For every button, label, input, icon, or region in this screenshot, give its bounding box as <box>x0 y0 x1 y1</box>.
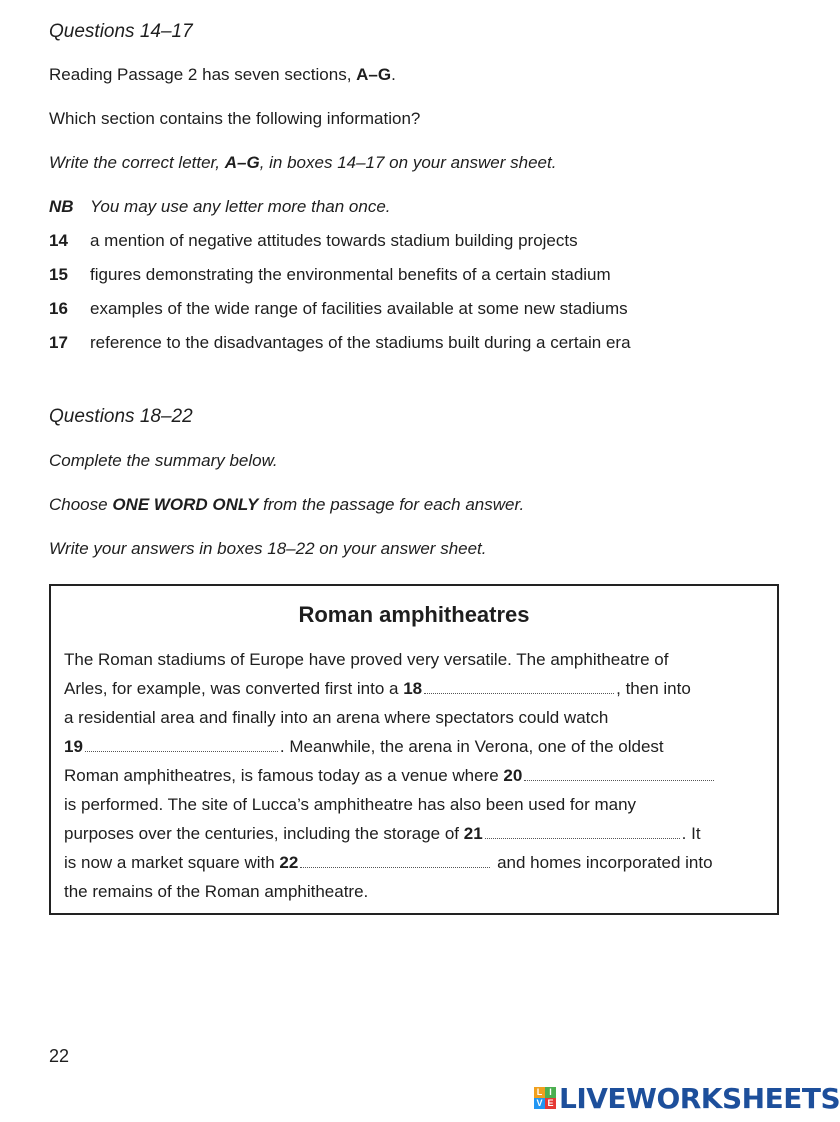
summary-box <box>49 584 779 915</box>
answer-gap-22[interactable] <box>300 867 490 868</box>
text-fragment: and homes incorporated into <box>492 853 713 872</box>
text-fragment: . <box>391 65 396 84</box>
question-text: a mention of negative attitudes towards stadium building projects <box>90 231 578 250</box>
summary-line: The Roman stadiums of Europe have proved very versatile. The amphitheatre of <box>64 650 669 669</box>
gap-number-22: 22 <box>279 853 299 872</box>
answer-gap-20[interactable] <box>524 780 714 781</box>
page-number: 22 <box>49 1046 70 1066</box>
section1-instruction-1 <box>49 65 396 85</box>
gap-number-21: 21 <box>463 824 483 843</box>
bold-fragment: A–G <box>356 65 392 84</box>
summary-line: the remains of the Roman amphitheatre. <box>64 882 369 901</box>
text-fragment: from the passage for each answer. <box>258 495 525 514</box>
summary-line: is performed. The site of Lucca’s amphitheatre has also been used for many <box>64 795 637 814</box>
question-item-14 <box>0 231 840 255</box>
summary-line: a residential area and finally into an arena where spectators could watch <box>64 708 609 727</box>
nb-note <box>0 197 840 221</box>
text-fragment: . It <box>681 824 701 843</box>
text-fragment: . Meanwhile, the arena in Verona, one of the oldest <box>279 737 664 756</box>
question-number: 17 <box>49 333 68 352</box>
question-number: 15 <box>49 265 68 284</box>
text-fragment: , in boxes 14–17 on your answer sheet. <box>259 153 557 172</box>
question-text: examples of the wide range of facilities available at some new stadiums <box>90 299 628 318</box>
logo-icon-cell: I <box>545 1087 556 1098</box>
text-fragment: Roman amphitheatres, is famous today as a venue where <box>64 766 504 785</box>
summary-line <box>64 679 691 699</box>
liveworksheets-logo-icon <box>534 1087 556 1109</box>
question-number: 16 <box>49 299 68 318</box>
summary-line <box>64 824 701 844</box>
bold-fragment: ONE WORD ONLY <box>112 495 259 514</box>
text-fragment: , then into <box>616 679 691 698</box>
answer-gap-18[interactable] <box>424 693 614 694</box>
nb-label: NB <box>49 197 74 216</box>
text-fragment: is now a market square with <box>64 853 280 872</box>
summary-line <box>64 737 664 757</box>
text-fragment: Write the correct letter, <box>49 153 225 172</box>
answer-gap-21[interactable] <box>485 838 680 839</box>
question-text: reference to the disadvantages of the stadiums built during a certain era <box>90 333 631 352</box>
logo-text: LIVEWORKSHEETS <box>559 1081 840 1115</box>
question-item-16 <box>0 299 840 323</box>
section2-instruction-3: Write your answers in boxes 18–22 on your answer sheet. <box>49 539 487 558</box>
question-number: 14 <box>49 231 68 250</box>
question-text: figures demonstrating the environmental benefits of a certain stadium <box>90 265 611 284</box>
section1-heading: Questions 14–17 <box>49 21 193 42</box>
answer-gap-19[interactable] <box>85 751 278 752</box>
summary-line <box>64 766 716 786</box>
section1-instruction-2: Which section contains the following information? <box>49 109 421 128</box>
question-item-15 <box>0 265 840 289</box>
section1-instruction-3 <box>49 153 556 173</box>
section2-heading: Questions 18–22 <box>49 406 193 427</box>
bold-fragment: A–G <box>224 153 260 172</box>
text-fragment: Reading Passage 2 has seven sections, <box>49 65 357 84</box>
logo-icon-cell: E <box>545 1098 556 1109</box>
logo-icon-cell: L <box>534 1087 545 1098</box>
liveworksheets-logo <box>534 1082 840 1114</box>
gap-number-19: 19 <box>64 737 83 756</box>
question-item-17 <box>0 333 840 357</box>
summary-title: Roman amphitheatres <box>298 602 530 627</box>
text-fragment: purposes over the centuries, including the storage of <box>64 824 464 843</box>
text-fragment: Choose <box>49 495 113 514</box>
gap-number-20: 20 <box>503 766 523 785</box>
section2-instruction-1: Complete the summary below. <box>49 451 278 470</box>
summary-line <box>64 853 713 873</box>
gap-number-18: 18 <box>403 679 423 698</box>
nb-text: You may use any letter more than once. <box>90 197 391 216</box>
section2-instruction-2 <box>49 495 524 515</box>
logo-icon-cell: V <box>534 1098 545 1109</box>
text-fragment: Arles, for example, was converted first into a <box>64 679 404 698</box>
